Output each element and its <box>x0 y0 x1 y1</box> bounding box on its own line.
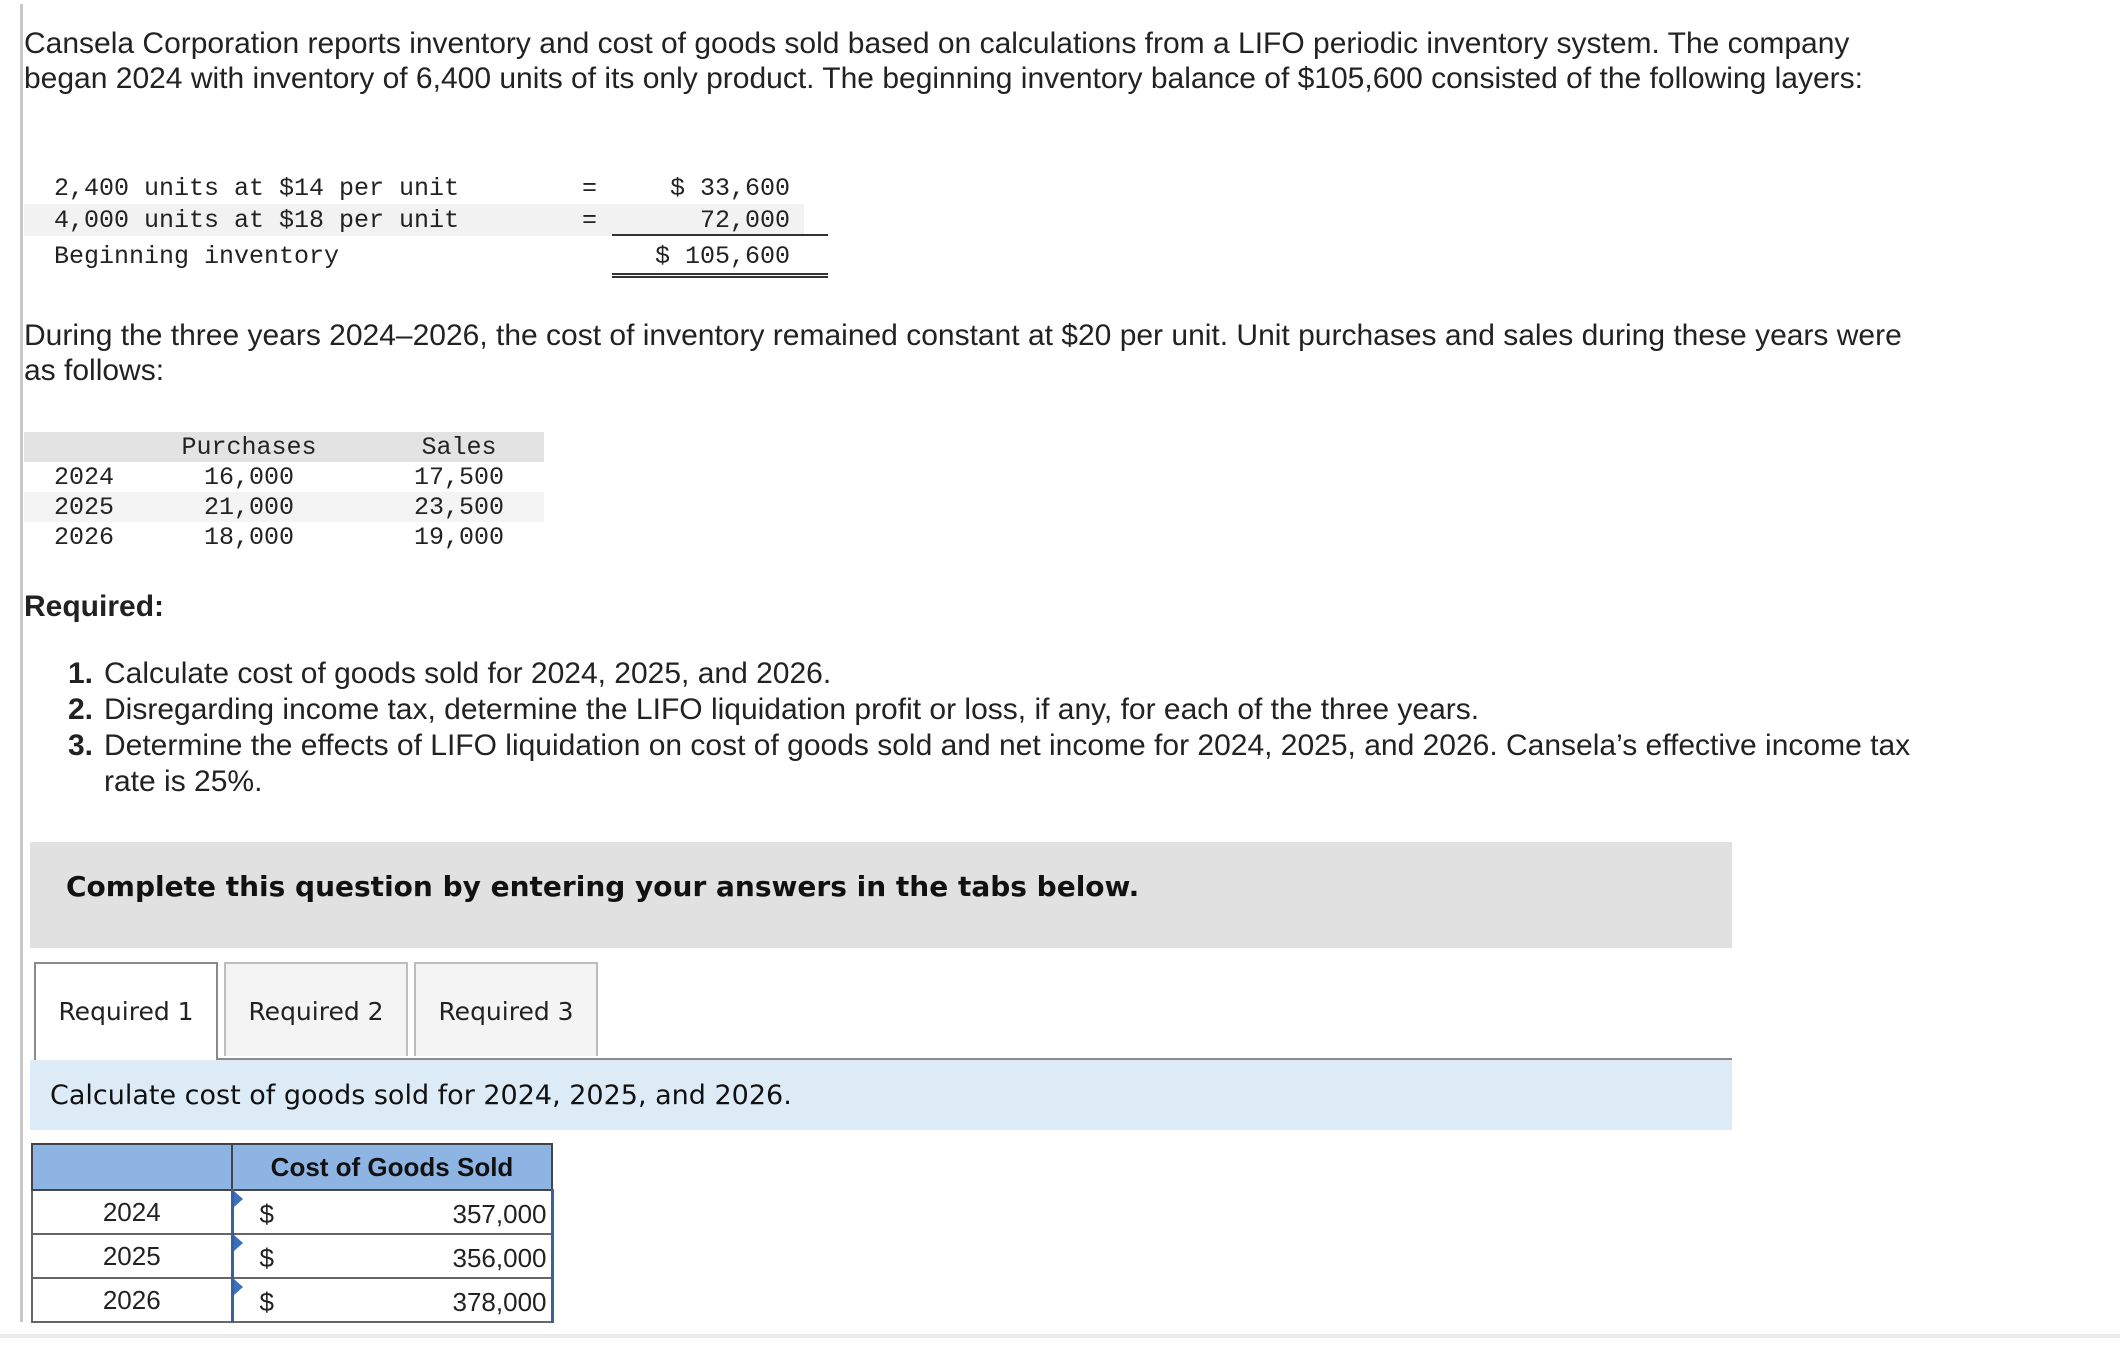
tab-required-3[interactable]: Required 3 <box>414 962 598 1056</box>
answer-flag-icon <box>234 1191 243 1207</box>
purchases-cell: 18,000 <box>203 523 294 552</box>
year-cell: 2026 <box>32 1278 232 1322</box>
instruction-text: Calculate cost of goods sold for 2024, 2025, and 2026. <box>50 1080 792 1111</box>
left-border <box>20 4 23 1322</box>
cogs-input-2026[interactable] <box>232 1278 552 1322</box>
cogs-header: Cost of Goods Sold <box>232 1144 552 1190</box>
total-amount: $ 105,600 <box>654 242 790 271</box>
answer-tabs <box>34 962 1732 1060</box>
table-row <box>32 1278 552 1322</box>
item-text: Disregarding income tax, determine the LIFO liquidation profit or loss, if any, for each of the three years. <box>104 693 1480 726</box>
cogs-answer-table <box>31 1143 554 1323</box>
instructions-banner <box>30 842 1732 948</box>
item-text: Calculate cost of goods sold for 2024, 2025, and 2026. <box>104 657 832 690</box>
required-item <box>68 728 1928 800</box>
year-cell: 2026 <box>54 523 115 552</box>
sales-cell: 19,000 <box>413 523 504 552</box>
period-paragraph: During the three years 2024–2026, the cost of inventory remained constant at $20 per unit. Unit purchases and sales during these years were as follows: <box>24 319 1902 387</box>
cogs-value: 356,000 <box>452 1243 547 1273</box>
cogs-input-2024[interactable] <box>232 1190 552 1234</box>
layer-description: 2,400 units at $14 per unit <box>54 174 460 203</box>
currency-symbol: $ <box>259 1287 274 1317</box>
sales-header: Sales <box>421 433 497 462</box>
item-number: 3. <box>68 729 94 762</box>
currency-symbol: $ <box>259 1199 274 1229</box>
year-cell: 2024 <box>32 1190 232 1234</box>
answer-flag-icon <box>234 1279 243 1295</box>
currency-symbol: $ <box>259 1243 274 1273</box>
purchases-header: Purchases <box>181 433 317 462</box>
intro-paragraph: Cansela Corporation reports inventory and cost of goods sold based on calculations from a LIFO periodic inventory system. The company began 2024 with inventory of 6,400 units of its only product. The beginning inventory balance of $105,600 consisted of the following layers: <box>24 27 1863 95</box>
cogs-input-2025[interactable] <box>232 1234 552 1278</box>
tab-instruction <box>30 1060 1732 1130</box>
item-text: Determine the effects of LIFO liquidation on cost of goods sold and net income for 2024, 2025, and 2026. Cansela’s effective income tax rate is 25%. <box>104 729 1911 798</box>
table-row <box>32 1234 552 1278</box>
table-row <box>24 492 544 522</box>
required-list <box>68 656 1928 800</box>
equals-sign: = <box>582 206 598 235</box>
cogs-value: 357,000 <box>452 1199 547 1229</box>
year-cell: 2024 <box>54 463 115 492</box>
table-row <box>24 522 544 552</box>
year-cell: 2025 <box>32 1234 232 1278</box>
banner-text: Complete this question by entering your answers in the tabs below. <box>66 870 1140 903</box>
layer-total-row <box>24 240 804 278</box>
sales-cell: 17,500 <box>413 463 504 492</box>
cogs-value: 378,000 <box>452 1287 547 1317</box>
total-description: Beginning inventory <box>54 242 340 271</box>
required-item <box>68 692 1928 728</box>
layer-row <box>24 172 804 204</box>
year-cell: 2025 <box>54 493 115 522</box>
layer-row <box>24 204 804 236</box>
sales-cell: 23,500 <box>413 493 504 522</box>
table-row <box>24 462 544 492</box>
layer-amount: 72,000 <box>699 206 790 235</box>
year-header <box>32 1144 232 1190</box>
equals-sign: = <box>582 174 598 203</box>
purchases-cell: 21,000 <box>203 493 294 522</box>
purchases-cell: 16,000 <box>203 463 294 492</box>
bottom-border <box>0 1334 2120 1338</box>
table-header-row <box>32 1144 552 1190</box>
inventory-layers-table <box>24 172 804 278</box>
table-header-row <box>24 432 544 462</box>
layer-amount: $ 33,600 <box>669 174 790 203</box>
required-heading: Required: <box>24 590 165 623</box>
answer-flag-icon <box>234 1235 243 1251</box>
tab-required-2[interactable]: Required 2 <box>224 962 408 1056</box>
purchases-sales-table <box>24 432 544 552</box>
item-number: 2. <box>68 693 94 726</box>
required-item <box>68 656 1928 692</box>
tab-required-1[interactable]: Required 1 <box>34 962 218 1060</box>
table-row <box>32 1190 552 1234</box>
item-number: 1. <box>68 657 94 690</box>
layer-description: 4,000 units at $18 per unit <box>54 206 460 235</box>
